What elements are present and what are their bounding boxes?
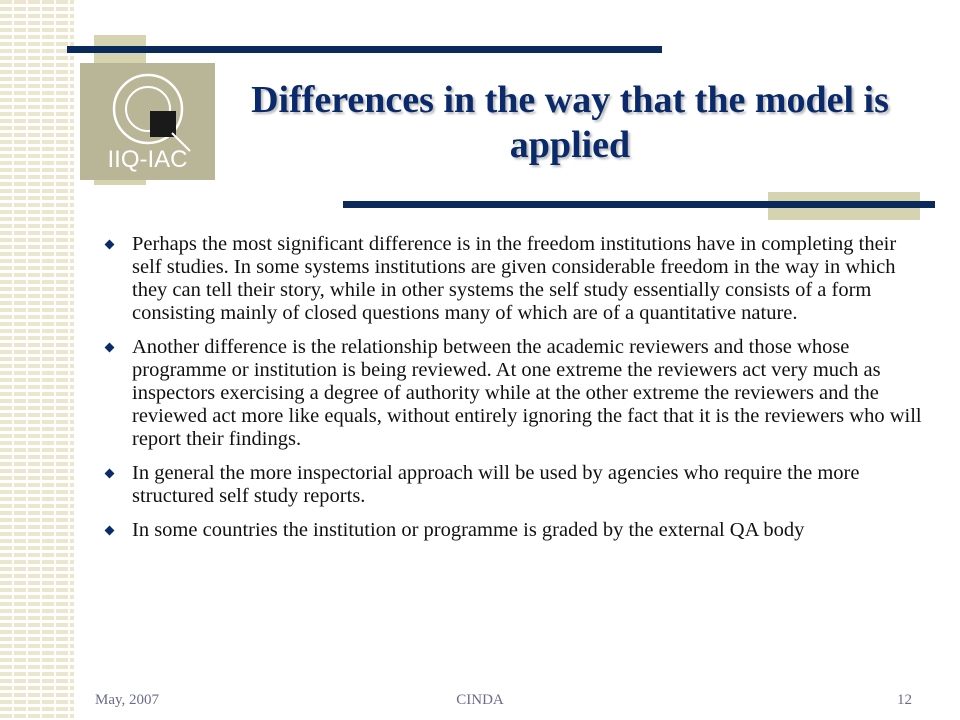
bullet-item [100, 336, 930, 451]
slide-title: Differences in the way that the model is applied [251, 79, 889, 166]
footer-center-text: CINDA [456, 692, 504, 708]
decorative-navy-line-bottom [343, 201, 935, 208]
page-number: 12 [897, 692, 912, 708]
bullet-text: In general the more inspectorial approach will be used by agencies who require the more structured self study reports. [132, 462, 860, 507]
footer-date: May, 2007 [95, 692, 160, 708]
bullet-item [100, 462, 930, 508]
diamond-bullet-icon [105, 526, 115, 536]
bullet-item [100, 519, 930, 542]
bullet-text: Perhaps the most significant difference is in the freedom institutions have in completing their self studies. In some systems institutions are given considerable freedom in the way in which they can tell their story, while in other systems the self study essentially consists of a form consisting mainly of closed questions many of which are of a quantitative nature. [132, 233, 897, 324]
diamond-bullet-icon [105, 343, 115, 353]
diamond-bullet-icon [105, 240, 115, 250]
decorative-navy-line-top [67, 46, 662, 53]
organization-logo [80, 63, 215, 180]
logo-text: IIQ-IAC [107, 146, 188, 173]
left-striped-border [0, 0, 74, 720]
diamond-bullet-icon [105, 469, 115, 479]
bullet-text: In some countries the institution or programme is graded by the external QA body [132, 519, 805, 541]
bullet-list [100, 233, 930, 553]
bullet-text: Another difference is the relationship between the academic reviewers and those whose programme or institution is being reviewed. At one extreme the reviewers act very much as inspectors exercising a degree of authority while at the other extreme the reviewers and the reviewed act more like equals, without entirely ignoring the fact that it is the reviewers who will report their findings. [132, 336, 922, 450]
bullet-item [100, 233, 930, 325]
